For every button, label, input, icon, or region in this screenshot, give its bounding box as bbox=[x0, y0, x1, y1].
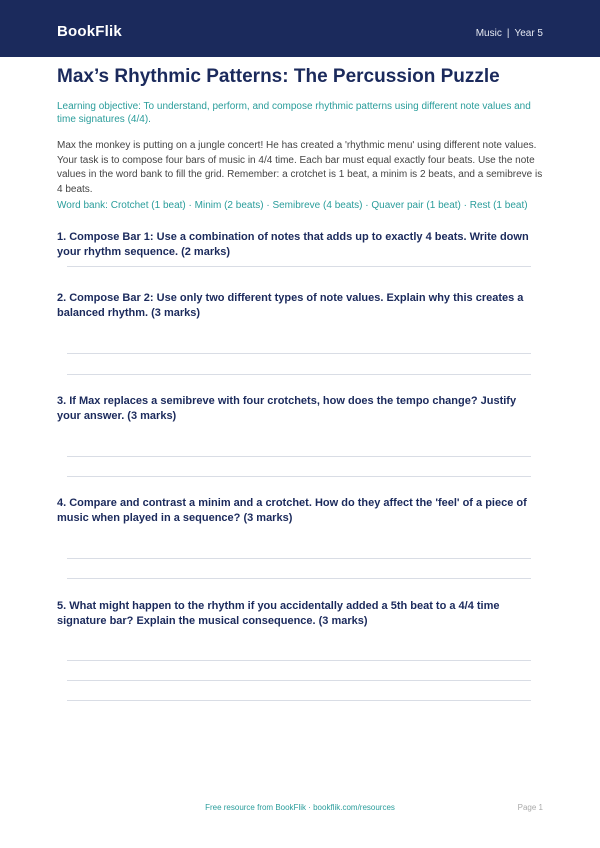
brand-logo-text: BookFlik bbox=[57, 23, 122, 40]
answer-line[interactable] bbox=[67, 660, 531, 661]
answer-line[interactable] bbox=[67, 456, 531, 457]
page-number: Page 1 bbox=[517, 803, 543, 812]
answer-line[interactable] bbox=[67, 700, 531, 701]
subject-label: Music bbox=[475, 28, 502, 39]
answer-line[interactable] bbox=[67, 374, 531, 375]
question-3: 3. If Max replaces a semibreve with four crotchets, how does the tempo change? Justify your answer. (3 marks) bbox=[57, 395, 517, 422]
footer-source-link[interactable]: Free resource from BookFlik · bookflik.com/resources bbox=[205, 803, 395, 812]
question-1: 1. Compose Bar 1: Use a combination of notes that adds up to exactly 4 beats. Write down your rhythm sequence. (2 marks) bbox=[57, 231, 529, 258]
answer-line[interactable] bbox=[67, 266, 531, 267]
year-label: Year 5 bbox=[514, 28, 543, 39]
question-2: 2. Compose Bar 2: Use only two different types of note values. Explain why this creates a balanced rhythm. (3 marks) bbox=[57, 292, 524, 319]
question-5: 5. What might happen to the rhythm if you accidentally added a 5th beat to a 4/4 time signature bar? Explain the musical consequence. (3 marks) bbox=[57, 600, 500, 627]
answer-line[interactable] bbox=[67, 353, 531, 354]
learning-objective: Learning objective: To understand, perform, and compose rhythmic patterns using different note values and time signatures (4/4). bbox=[57, 101, 531, 125]
separator: | bbox=[506, 28, 510, 39]
intro-paragraph: Max the monkey is putting on a jungle concert! He has created a 'rhythmic menu' using different note values. Your task is to compose four bars of music in 4/4 time. Each bar must equal exactly four beats. Use the note values in the word bank to fill the grid. Remember: a crotchet is 1 beat, a minim is 2 beats, and a semibreve is 4 beats. bbox=[57, 140, 543, 195]
subject-year-label bbox=[476, 28, 543, 39]
page-title: Max’s Rhythmic Patterns: The Percussion Puzzle bbox=[57, 66, 500, 87]
answer-line[interactable] bbox=[67, 476, 531, 477]
question-4: 4. Compare and contrast a minim and a crotchet. How do they affect the 'feel' of a piece of music when played in a sequence? (3 marks) bbox=[57, 497, 527, 524]
page-header bbox=[0, 0, 600, 57]
answer-line[interactable] bbox=[67, 578, 531, 579]
answer-line[interactable] bbox=[67, 680, 531, 681]
word-bank: Word bank: Crotchet (1 beat) · Minim (2 beats) · Semibreve (4 beats) · Quaver pair (1 beat) · Rest (1 beat) bbox=[57, 200, 528, 211]
answer-line[interactable] bbox=[67, 558, 531, 559]
